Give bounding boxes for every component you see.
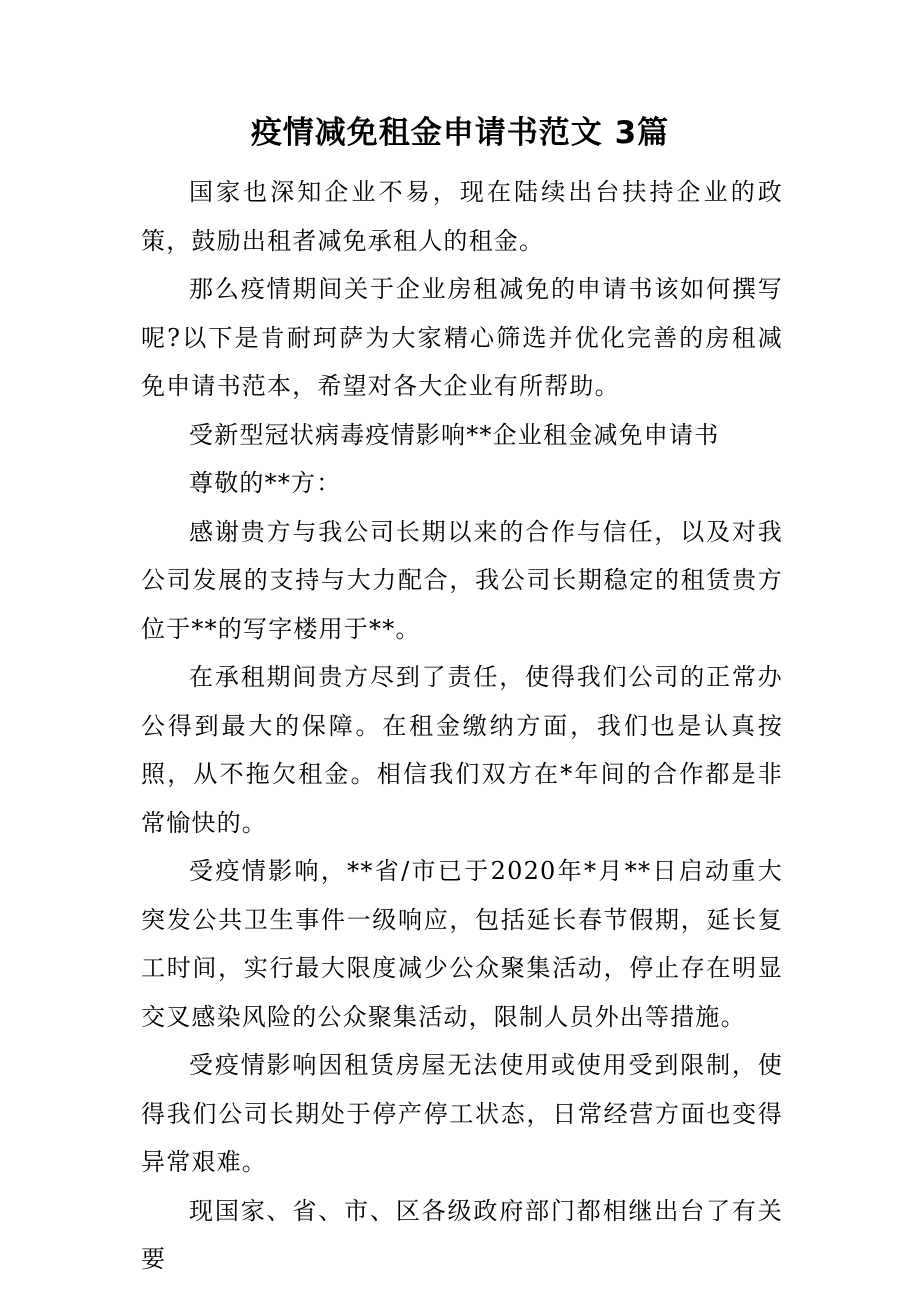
paragraph: 现国家、省、市、区各级政府部门都相继出台了有关要	[141, 1196, 783, 1273]
document-title: 疫情减免租金申请书范文 3篇	[250, 115, 670, 151]
paragraph: 感谢贵方与我公司长期以来的合作与信任，以及对我公司发展的支持与大力配合，我公司长期稳定的租赁贵方位于**的写字楼用于**。	[141, 517, 783, 643]
paragraph: 在承租期间贵方尽到了责任，使得我们公司的正常办公得到最大的保障。在租金缴纳方面，我们也是认真按照，从不拖欠租金。相信我们双方在*年间的合作都是非常愉快的。	[141, 663, 783, 837]
paragraph: 受疫情影响，**省/市已于2020年*月**日启动重大突发公共卫生事件一级响应，包括延长春节假期，延长复工时间，实行最大限度减少公众聚集活动，停止存在明显交叉感染风险的公众聚集活动，限制人员外出等措施。	[141, 857, 783, 1031]
paragraph: 尊敬的**方：	[189, 469, 342, 497]
paragraph: 那么疫情期间关于企业房租减免的申请书该如何撰写呢?以下是肯耐珂萨为大家精心筛选并优化完善的房租减免申请书范本，希望对各大企业有所帮助。	[141, 275, 783, 400]
paragraph: 国家也深知企业不易，现在陆续出台扶持企业的政策，鼓励出租者减免承租人的租金。	[141, 178, 783, 255]
paragraph: 受新型冠状病毒疫情影响**企业租金减免申请书	[189, 420, 720, 449]
paragraph: 受疫情影响因租赁房屋无法使用或使用受到限制，使得我们公司长期处于停产停工状态，日常经营方面也变得异常艰难。	[141, 1051, 783, 1176]
document-body	[141, 168, 783, 1284]
